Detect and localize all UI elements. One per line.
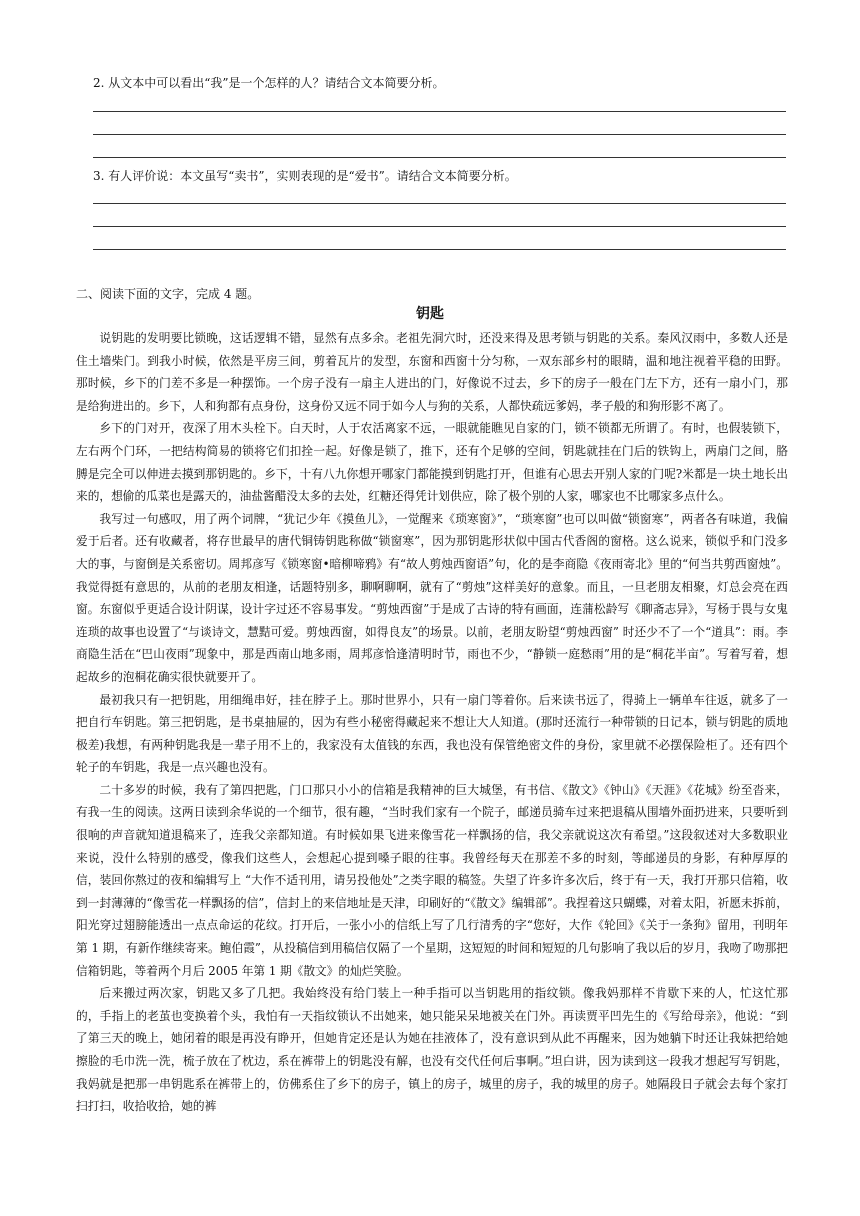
article-body [76, 327, 788, 1118]
answer-line [93, 203, 786, 204]
paragraph: 我写过一句感叹，用了两个词牌，“犹记少年《摸鱼儿》，一觉醒来《琐寒窗》”，“琐寒窗”也可以叫做“锁窗寒”，两者各有味道，我偏爱于后者。还有收藏者，将存世最早的唐代铜铸钥匙称做“锁窗寒”，因为那钥匙形状似中国古代香阁的窗格。这么说来，锁似乎和门没多大的事，与窗倒是关系密切。周邦彦写《锁寒窗•暗柳啼鸦》有“故人剪烛西窗语”句，化的是李商隐《夜雨寄北》里的“何当共剪西窗烛”。我觉得挺有意思的，从前的老朋友相逢，话题特别多，聊啊聊啊，就有了“剪烛”这样美好的意象。而且，一旦老朋友相聚，灯总会亮在西窗。东窗似乎更适合设计阴谋，设计字过还不容易事发。“剪烛西窗”于是成了古诗的特有画面，连蒲松龄写《聊斋志异》，写杨于畏与女鬼连琐的故事也设置了“与谈诗文，慧黠可爱。剪烛西窗，如得良友”的场景。以前，老朋友盼望“剪烛西窗” 时还少不了一个“道具”：雨。李商隐生活在“巴山夜雨”现象中，那是西南山地多雨，周邦彦恰逢清明时节，雨也不少，“静锁一庭愁雨”用的是“桐花半亩”。写着写着，想起故乡的泡桐花确实很快就要开了。 [76, 511, 788, 684]
answer-line [93, 226, 786, 227]
paragraph: 乡下的门对开，夜深了用木头栓下。白天时，人于农活离家不远，一眼就能瞧见自家的门，锁不锁都无所谓了。有时，也假装锁下，左右两个门环，一把结构简易的锁将它们扣拴一起。好像是锁了，推下，还有个足够的空间，钥匙就挂在门后的铁钩上，两扇门之间，胳膊是完全可以伸进去摸到那钥匙的。乡下，十有八九你想开哪家门都能摸到钥匙打开，但谁有心思去开别人家的门呢?米都是一块土地长出来的，想偷的瓜菜也是露天的，油盐酱醋没太多的去处，红糖还得凭计划供应，除了极个别的人家，哪家也不比哪家多点什么。 [76, 421, 788, 504]
paragraph: 最初我只有一把钥匙，用细绳串好，挂在脖子上。那时世界小，只有一扇门等着你。后来读书远了，得骑上一辆单车往返，就多了一把自行车钥匙。第三把钥匙，是书桌抽屉的，因为有些小秘密得藏起来不想让大人知道。(那时还流行一种带锁的日记本，锁与钥匙的质地极差)我想，有两种钥匙我是一辈子用不上的，我家没有太值钱的东西，我也没有保管绝密文件的身份，家里就不必摆保险柜了。还有四个轮子的车钥匙，我是一点兴趣也没有。 [76, 692, 788, 775]
question-3: 3. 有人评价说：本文虽写“卖书”，实则表现的是“爱书”。请结合文本简要分析。 [93, 169, 517, 183]
question-2: 2. 从文本中可以看出“我”是一个怎样的人？请结合文本简要分析。 [93, 76, 445, 90]
answer-line [93, 111, 786, 112]
answer-line [93, 249, 786, 250]
paragraph: 后来搬过两次家，钥匙又多了几把。我始终没有给门装上一种手指可以当钥匙用的指纹锁。像我妈那样不肯歇下来的人，忙这忙那的，手指上的老茧也变换着个头，我怕有一天指纹锁认不出她来，她只能呆呆地被关在门外。再读贾平凹先生的《写给母亲》，他说：“到了第三天的晚上，她闭着的眼是再没有睁开，但她肯定还是认为她在挂液体了，没有意识到从此不再醒来，因为她躺下时还让我妹把给她擦脸的毛巾洗一洗，梳子放在了枕边，系在裤带上的钥匙没有解，也没有交代任何后事啊。”坦白讲，因为读到这一段我才想起写写钥匙，我妈就是把那一串钥匙系在裤带上的，仿佛系住了乡下的房子，镇上的房子，城里的房子，我的城里的房子。她隔段日子就会去每个家打扫打扫，收拾收拾，她的裤 [76, 986, 788, 1114]
answer-line [93, 134, 786, 135]
section-heading: 二、阅读下面的文字，完成 4 题。 [76, 287, 260, 301]
answer-line [93, 157, 786, 158]
paragraph: 说钥匙的发明要比锁晚，这话逻辑不错，显然有点多余。老祖先洞穴时，还没来得及思考锁与钥匙的关系。秦风汉雨中，多数人还是住土墙柴门。到我小时候，依然是平房三间，剪着瓦片的发型，东窗和西窗十分匀称，一双东部乡村的眼睛，温和地注视着平稳的田野。那时候，乡下的门差不多是一种摆饰。一个房子没有一扇主人进出的门，好像说不过去，乡下的房子一般在门左下方，还有一扇小门，那是给狗进出的。乡下，人和狗都有点身份，这身份又远不同于如今人与狗的关系，人都快疏远爹妈，孝子般的和狗形影不离了。 [76, 331, 788, 413]
article-title: 钥匙 [416, 306, 444, 322]
paragraph: 二十多岁的时候，我有了第四把匙，门口那只小小的信箱是我精神的巨大城堡，有书信、《散文》《钟山》《天涯》《花城》纷至沓来，有我一生的阅读。这两日读到余华说的一个细节，很有趣，“当时我们家有一个院子，邮递员骑车过来把退稿从围墙外面扔进来，只要听到很响的声音就知道退稿来了，连我父亲都知道。有时候如果飞进来像雪花一样飘扬的信，我父亲就说这次有希望。”这段叙述对大多数职业来说，没什么特别的感受，像我们这些人，会想起心提到嗓子眼的往事。我曾经每天在那差不多的时刻，等邮递员的身影，有种厚厚的信，装回你熬过的夜和编辑写上 “大作不适刊用，请另投他处”之类字眼的稿签。失望了许多许多次后，终于有一天，我打开那只信箱，收到一封薄薄的“像雪花一样飘扬的信”，信封上的来信地址是天津，印刷好的“《散文》编辑部”。我捏着这只蝴蝶，对着太阳，祈愿未拆前，阳光穿过翅膀能透出一点点命运的花纹。打开后，一张小小的信纸上写了几行清秀的字“您好，大作《轮回》《关于一条狗》留用，刊明年第 1 期，有新作继续寄来。鲍伯霞”，从投稿信到用稿信仅隔了一个星期，这短短的时间和短短的几句影响了我以后的岁月，我吻了吻那把信箱钥匙，等着两个月后 2005 年第 1 期《散文》的灿烂笑脸。 [76, 782, 788, 978]
